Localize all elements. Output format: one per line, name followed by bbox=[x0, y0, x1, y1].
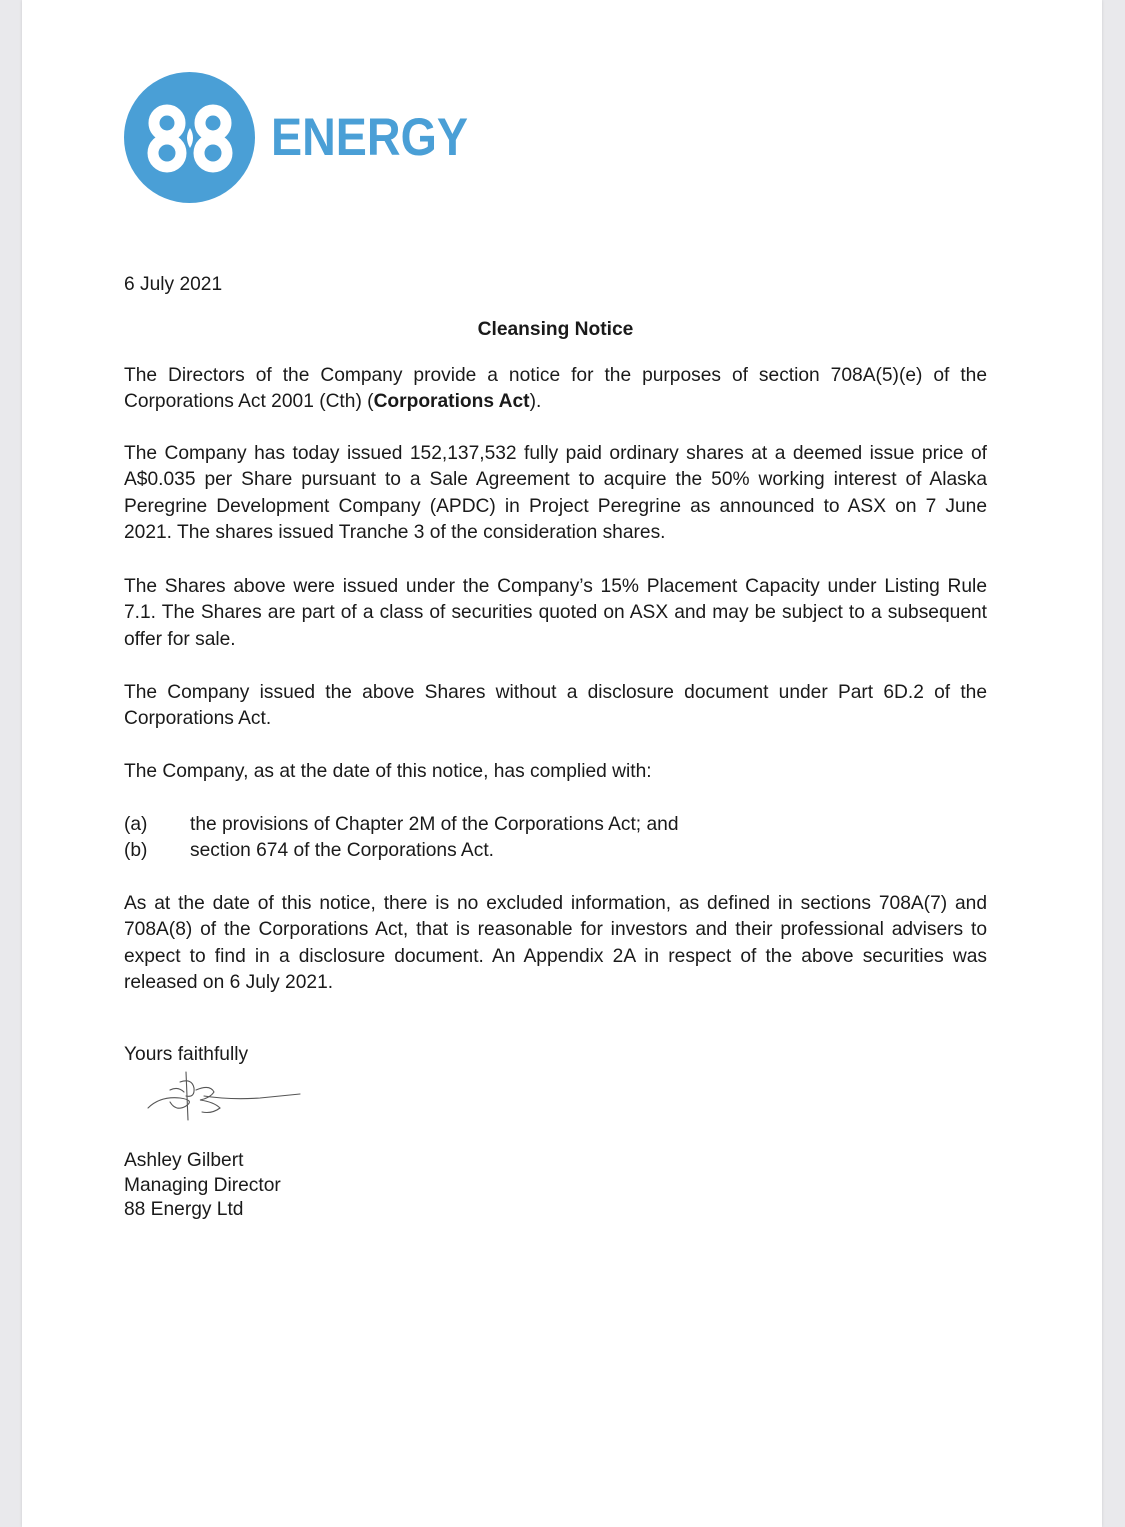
company-logo bbox=[124, 72, 495, 203]
signatory-block bbox=[124, 1149, 987, 1223]
list-item-text: the provisions of Chapter 2M of the Corporations Act; and bbox=[190, 814, 679, 835]
signature-image bbox=[140, 1068, 310, 1128]
list-item-text: section 674 of the Corporations Act. bbox=[190, 840, 494, 862]
logo-circle bbox=[124, 72, 255, 203]
signatory-position: Managing Director bbox=[124, 1174, 281, 1196]
document-title: Cleansing Notice bbox=[477, 319, 634, 340]
paragraph-1-end: ). bbox=[529, 391, 542, 413]
paragraph-1-text: The Directors of the Company provide a notice for the purposes of section 708A(5)(e) of the Corporations Act 2001 (Cth) ( bbox=[124, 365, 987, 413]
document-page bbox=[22, 0, 1102, 1527]
paragraph-3: The Shares above were issued under the Company’s 15% Placement Capacity under Listing Rule 7.1. The Shares are part of a class of securities quoted on ASX and may be subject to a subsequent offer for sale. bbox=[124, 576, 987, 650]
paragraph-6: As at the date of this notice, there is no excluded information, as defined in sections 708A(7) and 708A(8) of the Corporations Act, that is reasonable for investors and their professional advisers to expect to find in a disclosure document. An Appendix 2A in respect of the above securities was released on 6 July 2021. bbox=[124, 893, 987, 993]
paragraph-1 bbox=[124, 363, 987, 416]
signatory-company: 88 Energy Ltd bbox=[124, 1199, 244, 1220]
list-marker: (b) bbox=[124, 840, 148, 862]
list-marker: (a) bbox=[124, 814, 148, 835]
signatory-name: Ashley Gilbert bbox=[124, 1150, 244, 1171]
logo-88-icon bbox=[140, 98, 240, 178]
document-date: 6 July 2021 bbox=[124, 274, 223, 295]
logo-wordmark: ENERGY bbox=[271, 108, 468, 167]
closing-salutation: Yours faithfully bbox=[124, 1044, 249, 1065]
list-item bbox=[124, 812, 987, 838]
paragraph-2: The Company has today issued 152,137,532 fully paid ordinary shares at a deemed issue price of A$0.035 per Share pursuant to a Sale Agreement to acquire the 50% working interest of Alaska Peregrine Development Company (APDC) in Project Peregrine as announced to ASX on 7 June 2021. The shares issued Tranche 3 of the consideration shares. bbox=[124, 443, 987, 543]
compliance-list bbox=[124, 812, 987, 865]
paragraph-4: The Company issued the above Shares without a disclosure document under Part 6D.2 of the Corporations Act. bbox=[124, 682, 987, 730]
paragraph-1-bold: Corporations Act bbox=[373, 391, 530, 413]
paragraph-5: The Company, as at the date of this notice, has complied with: bbox=[124, 761, 652, 782]
list-item bbox=[124, 838, 987, 864]
